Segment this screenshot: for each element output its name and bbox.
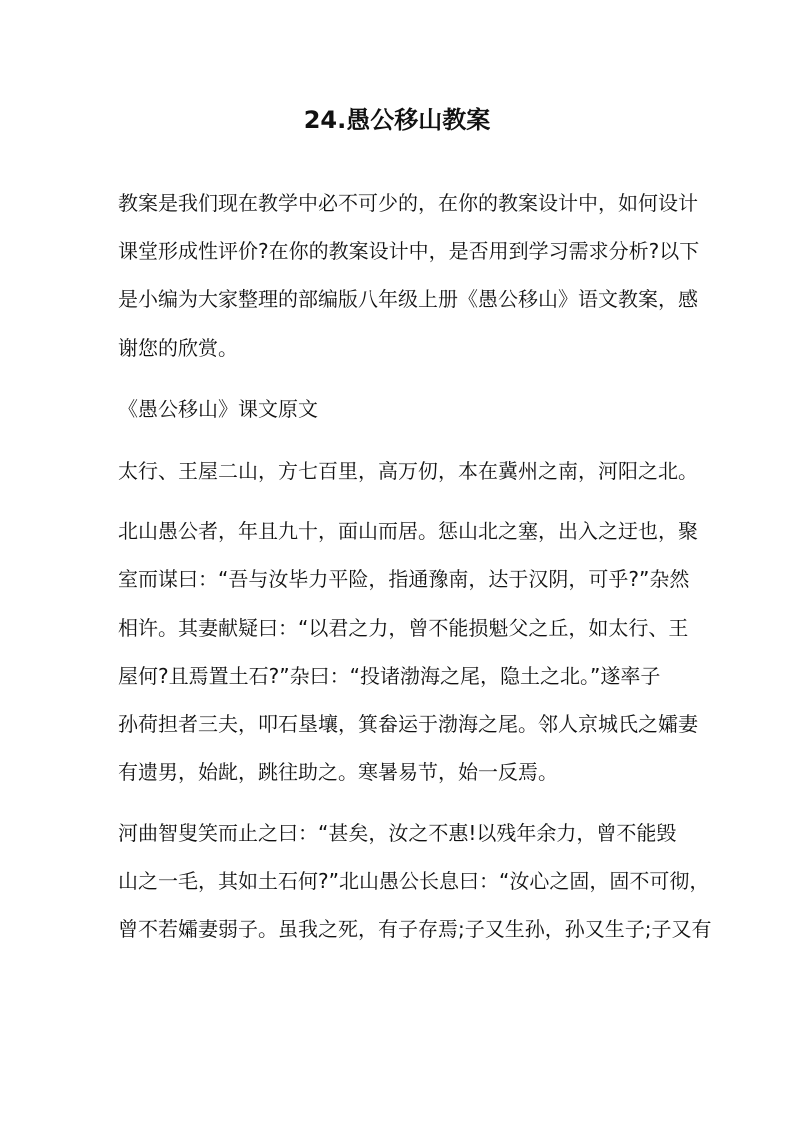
paragraph-line: 北山愚公者，年且九十，面山而居。惩山北之塞，出入之迂也，聚: [118, 519, 698, 543]
paragraph-line: 相许。其妻献疑曰：“以君之力，曾不能损魁父之丘，如太行、王: [118, 616, 689, 640]
paragraph-line: 课堂形成性评价?在你的教案设计中，是否用到学习需求分析?以下: [118, 239, 700, 263]
paragraph-line: 山之一毛，其如土石何?”北山愚公长息曰：“汝心之固，固不可彻，: [118, 869, 710, 893]
paragraph-line: 有遗男，始龀，跳往助之。寒暑易节，始一反焉。: [118, 760, 558, 784]
paragraph-line: 谢您的欣赏。: [118, 336, 238, 360]
paragraph-line: 室而谋曰：“吾与汝毕力平险，指通豫南，达于汉阴，可乎?”杂然: [118, 567, 690, 591]
paragraph-line: 屋何?且焉置土石?”杂曰：“投诸渤海之尾，隐土之北。”遂率子: [118, 664, 661, 688]
section-heading: 《愚公移山》课文原文: [118, 397, 318, 421]
paragraph-line: 教案是我们现在教学中必不可少的，在你的教案设计中，如何设计: [118, 191, 698, 215]
paragraph-line: 曾不若孀妻弱子。虽我之死，有子存焉;子又生孙，孙又生子;子又有: [118, 917, 712, 941]
paragraph-line: 太行、王屋二山，方七百里，高万仞，本在冀州之南，河阳之北。: [118, 459, 698, 483]
paragraph-line: 孙荷担者三夫，叩石垦壤，箕畚运于渤海之尾。邻人京城氏之孀妻: [118, 712, 698, 736]
paragraph-line: 河曲智叟笑而止之曰：“甚矣，汝之不惠!以残年余力，曾不能毁: [118, 821, 677, 845]
paragraph-line: 是小编为大家整理的部编版八年级上册《愚公移山》语文教案，感: [118, 287, 698, 311]
document-title: 24.愚公移山教案: [303, 106, 491, 134]
